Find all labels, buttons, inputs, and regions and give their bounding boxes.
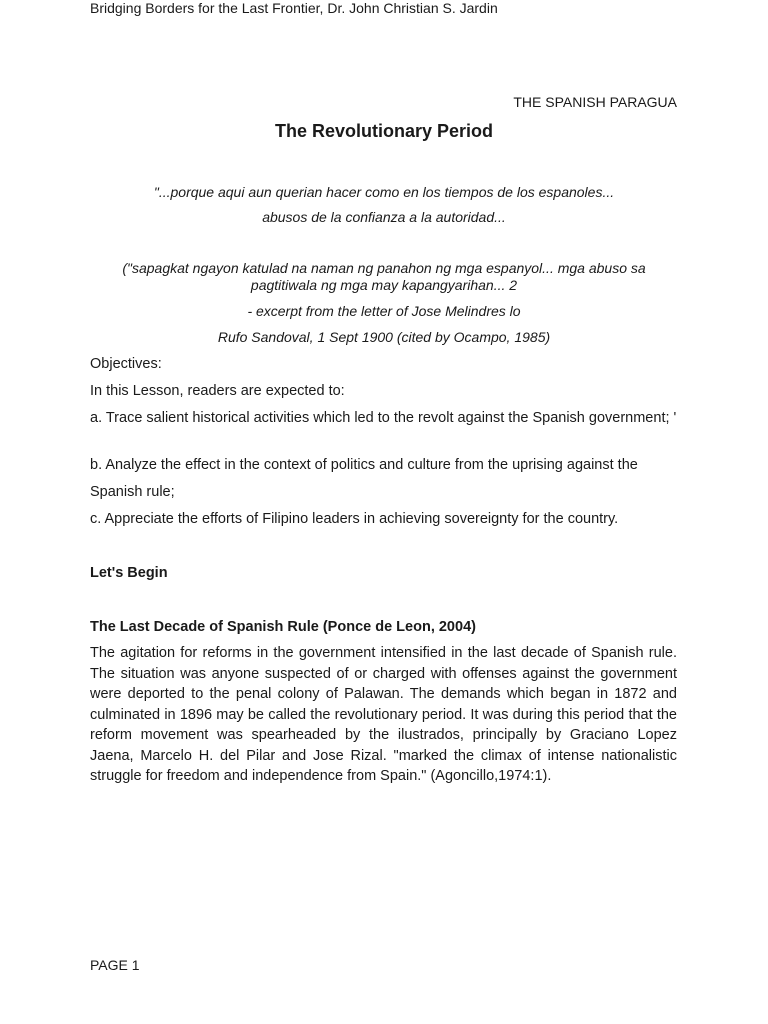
objectives-intro: In this Lesson, readers are expected to:	[90, 383, 345, 399]
objectives-heading: Objectives:	[90, 356, 162, 372]
objective-item-b-line-1: b. Analyze the effect in the context of politics and culture from the uprising against the	[90, 457, 638, 473]
running-header: Bridging Borders for the Last Frontier, Dr. John Christian S. Jardin	[90, 0, 498, 16]
section-paragraph: The agitation for reforms in the government intensified in the last decade of Spanish rule. The situation was anyone suspected of or charged with offenses against the government were deported to the penal colony of Palawan. The demands which began in 1872 and culminated in 1896 may be called the revolutionary period. It was during this period that the reform movement was spearheaded by the ilustrados, principally by Graciano Lopez Jaena, Marcelo H. del Pilar and Jose Rizal. "marked the climax of intense nationalistic struggle for freedom and independence from Spain." (Agoncillo,1974:1).	[90, 645, 677, 784]
epigraph-line-2: abusos de la confianza a la autoridad...	[262, 209, 506, 225]
section-heading: The Last Decade of Spanish Rule (Ponce de Leon, 2004)	[90, 619, 476, 635]
objective-item-a: a. Trace salient historical activities which led to the revolt against the Spanish government; '	[90, 410, 677, 426]
epigraph-attribution-1: - excerpt from the letter of Jose Melindres lo	[247, 303, 521, 319]
objective-item-b-line-2: Spanish rule;	[90, 484, 175, 500]
page-number: PAGE 1	[90, 957, 140, 973]
section-label: THE SPANISH PARAGUA	[513, 94, 677, 110]
page-title: The Revolutionary Period	[274, 121, 494, 141]
objective-item-c: c. Appreciate the efforts of Filipino leaders in achieving sovereignty for the country.	[90, 511, 619, 527]
epigraph-translation: ("sapagkat ngayon katulad na naman ng panahon ng mga espanyol... mga abuso sa pagtitiwala ng mga may kapangyarihan... 2	[122, 260, 646, 293]
lets-begin-heading: Let's Begin	[90, 565, 168, 581]
epigraph-attribution-2: Rufo Sandoval, 1 Sept 1900 (cited by Ocampo, 1985)	[217, 329, 551, 345]
epigraph-line-1: "...porque aqui aun querian hacer como en los tiempos de los espanoles...	[153, 184, 615, 200]
